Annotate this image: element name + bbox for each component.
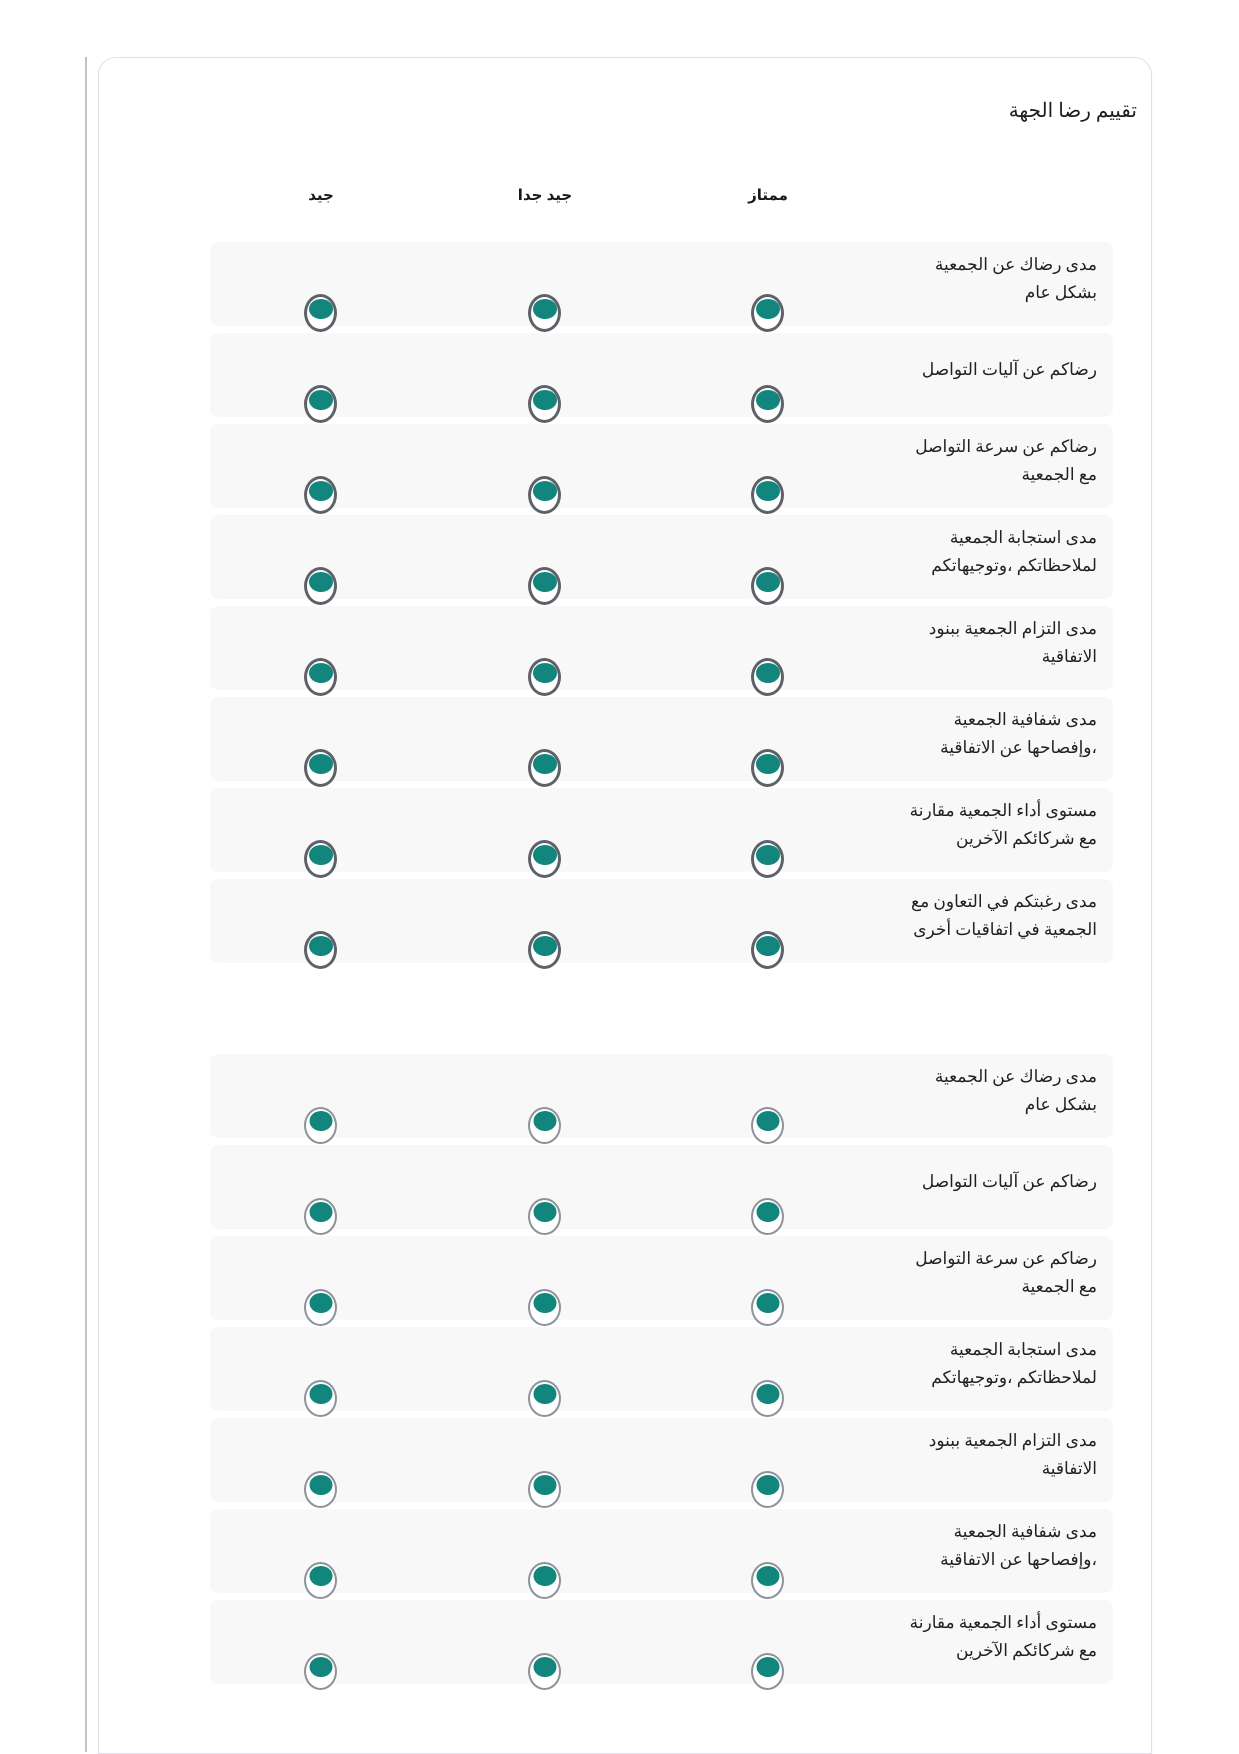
question-line: مدى استجابة الجمعية xyxy=(949,1340,1097,1359)
radio-very-good[interactable] xyxy=(528,1653,561,1690)
question-line: رضاكم عن سرعة التواصل xyxy=(915,1249,1097,1268)
rating-groups xyxy=(210,242,1113,1684)
rating-row xyxy=(210,788,1113,872)
radio-very-good[interactable] xyxy=(528,294,561,332)
radio-excellent[interactable] xyxy=(751,1562,784,1599)
question-line: ،وإفصاحها عن الاتفاقية xyxy=(940,1550,1097,1569)
radio-excellent[interactable] xyxy=(751,1471,784,1508)
column-header-good: جيد xyxy=(308,187,334,204)
question-text xyxy=(820,612,1097,674)
question-line: الاتفاقية xyxy=(1041,647,1097,666)
question-text xyxy=(820,1606,1097,1668)
rating-row xyxy=(210,1054,1113,1138)
radio-good[interactable] xyxy=(304,385,337,423)
question-text xyxy=(820,339,1097,401)
radio-very-good[interactable] xyxy=(528,749,561,787)
rating-row xyxy=(210,333,1113,417)
question-text xyxy=(820,1060,1097,1122)
radio-good[interactable] xyxy=(304,1198,337,1235)
column-header-excellent: ممتاز xyxy=(748,187,788,204)
question-line: مدى رغبتكم في التعاون مع xyxy=(911,892,1097,911)
radio-good[interactable] xyxy=(304,931,337,969)
radio-excellent[interactable] xyxy=(751,749,784,787)
question-text xyxy=(820,1333,1097,1395)
question-line: لملاحظاتكم ،وتوجيهاتكم xyxy=(931,1368,1097,1387)
question-line: مستوى أداء الجمعية مقارنة xyxy=(909,801,1097,820)
radio-excellent[interactable] xyxy=(751,1107,784,1144)
question-group-1 xyxy=(210,242,1113,963)
radio-good[interactable] xyxy=(304,567,337,605)
question-line: مدى استجابة الجمعية xyxy=(949,528,1097,547)
radio-good[interactable] xyxy=(304,1653,337,1690)
radio-good[interactable] xyxy=(304,749,337,787)
radio-excellent[interactable] xyxy=(751,294,784,332)
question-line: لملاحظاتكم ،وتوجيهاتكم xyxy=(931,556,1097,575)
radio-very-good[interactable] xyxy=(528,567,561,605)
radio-very-good[interactable] xyxy=(528,658,561,696)
radio-good[interactable] xyxy=(304,1380,337,1417)
radio-good[interactable] xyxy=(304,1107,337,1144)
radio-excellent[interactable] xyxy=(751,840,784,878)
radio-good[interactable] xyxy=(304,1289,337,1326)
rating-row xyxy=(210,1327,1113,1411)
radio-very-good[interactable] xyxy=(528,1107,561,1144)
question-line: مدى شفافية الجمعية xyxy=(953,1522,1097,1541)
question-text xyxy=(820,885,1097,947)
radio-excellent[interactable] xyxy=(751,385,784,423)
question-text xyxy=(820,521,1097,583)
radio-excellent[interactable] xyxy=(751,1198,784,1235)
radio-very-good[interactable] xyxy=(528,1471,561,1508)
rating-row xyxy=(210,1145,1113,1229)
radio-excellent[interactable] xyxy=(751,567,784,605)
radio-very-good[interactable] xyxy=(528,1289,561,1326)
survey-card xyxy=(98,57,1152,1754)
rating-row xyxy=(210,1418,1113,1502)
rating-row xyxy=(210,1509,1113,1593)
question-line: رضاكم عن آليات التواصل xyxy=(921,360,1097,379)
question-line: بشكل عام xyxy=(1024,283,1097,302)
question-text xyxy=(820,248,1097,310)
question-line: مع الجمعية xyxy=(1021,465,1097,484)
question-text xyxy=(820,794,1097,856)
question-text xyxy=(820,1151,1097,1213)
question-line: مدى رضاك عن الجمعية xyxy=(934,255,1097,274)
radio-excellent[interactable] xyxy=(751,1653,784,1690)
radio-very-good[interactable] xyxy=(528,931,561,969)
question-line: مع شركائكم الآخرين xyxy=(956,829,1097,848)
question-line: مستوى أداء الجمعية مقارنة xyxy=(909,1613,1097,1632)
question-line: مدى التزام الجمعية ببنود xyxy=(928,619,1097,638)
question-group-2 xyxy=(210,1054,1113,1684)
question-line: الاتفاقية xyxy=(1041,1459,1097,1478)
rating-row xyxy=(210,424,1113,508)
radio-very-good[interactable] xyxy=(528,476,561,514)
rating-row xyxy=(210,242,1113,326)
rating-row xyxy=(210,606,1113,690)
radio-very-good[interactable] xyxy=(528,1198,561,1235)
question-line: ،وإفصاحها عن الاتفاقية xyxy=(940,738,1097,757)
radio-very-good[interactable] xyxy=(528,385,561,423)
rating-row xyxy=(210,697,1113,781)
left-vertical-rule xyxy=(85,57,87,1752)
rating-table xyxy=(210,186,1113,1684)
radio-excellent[interactable] xyxy=(751,1380,784,1417)
radio-very-good[interactable] xyxy=(528,1562,561,1599)
radio-good[interactable] xyxy=(304,1471,337,1508)
question-line: الجمعية في اتفاقيات أخرى xyxy=(913,920,1097,939)
radio-good[interactable] xyxy=(304,294,337,332)
question-line: مدى رضاك عن الجمعية xyxy=(934,1067,1097,1086)
question-line: مدى التزام الجمعية ببنود xyxy=(928,1431,1097,1450)
radio-good[interactable] xyxy=(304,658,337,696)
rating-column-headers xyxy=(210,186,1113,208)
question-line: مع الجمعية xyxy=(1021,1277,1097,1296)
radio-excellent[interactable] xyxy=(751,658,784,696)
question-line: بشكل عام xyxy=(1024,1095,1097,1114)
page-title: تقييم رضا الجهة xyxy=(1008,100,1137,122)
question-text xyxy=(820,430,1097,492)
rating-row xyxy=(210,1236,1113,1320)
radio-very-good[interactable] xyxy=(528,1380,561,1417)
radio-excellent[interactable] xyxy=(751,931,784,969)
radio-good[interactable] xyxy=(304,840,337,878)
question-text xyxy=(820,703,1097,765)
radio-good[interactable] xyxy=(304,476,337,514)
question-line: مدى شفافية الجمعية xyxy=(953,710,1097,729)
rating-row xyxy=(210,1600,1113,1684)
question-line: رضاكم عن سرعة التواصل xyxy=(915,437,1097,456)
question-line: مع شركائكم الآخرين xyxy=(956,1641,1097,1660)
question-line: رضاكم عن آليات التواصل xyxy=(921,1172,1097,1191)
radio-good[interactable] xyxy=(304,1562,337,1599)
radio-excellent[interactable] xyxy=(751,1289,784,1326)
rating-row xyxy=(210,515,1113,599)
rating-row xyxy=(210,879,1113,963)
question-text xyxy=(820,1424,1097,1486)
question-text xyxy=(820,1242,1097,1304)
radio-very-good[interactable] xyxy=(528,840,561,878)
radio-excellent[interactable] xyxy=(751,476,784,514)
column-header-very-good: جيد جدا xyxy=(517,187,573,204)
question-text xyxy=(820,1515,1097,1577)
